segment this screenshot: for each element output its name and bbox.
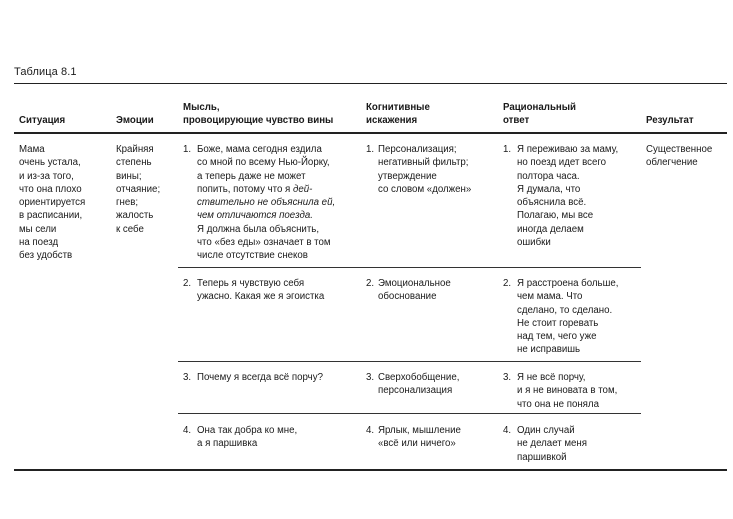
header-emotions: Эмоции (116, 115, 154, 126)
row-divider (178, 267, 641, 268)
header-result: Результат (646, 115, 694, 126)
distortion-cell: Сверхобобщение, персонализация (378, 372, 460, 397)
rational-number: 3. (503, 372, 512, 383)
thought-number: 1. (183, 144, 192, 155)
rational-cell: Я не всё порчу, и я не виновата в том, что она не поняла (517, 372, 618, 410)
rational-number: 1. (503, 144, 512, 155)
bottom-rule (14, 469, 727, 471)
header-rational: Рациональный ответ (503, 102, 576, 126)
row-divider (178, 361, 641, 362)
distortion-number: 2. (366, 278, 375, 289)
thought-text: Боже, мама сегодня ездила со мной по всему Нью-Йорку, а теперь даже не может попить, потому что я (197, 144, 330, 195)
thought-cell: Она так добра ко мне, а я паршивка (197, 425, 298, 450)
thought-text-continued: Я должна была объяснить, что «без еды» означает в том числе отсутствие снеков (197, 223, 331, 262)
rational-cell: Я расстроена больше, чем мама. Что сделано, то сделано. Не стоит горевать над тем, чего уже не исправишь (517, 278, 619, 356)
thought-cell (197, 143, 335, 263)
thought-cell: Почему я всегда всё порчу? (197, 372, 323, 383)
distortion-number: 4. (366, 425, 375, 436)
table-caption: Таблица 8.1 (14, 66, 77, 78)
thought-number: 3. (183, 372, 192, 383)
emotions-cell: Крайняя степень вины; отчаяние; гнев; жалость к себе (116, 144, 161, 235)
distortion-cell: Персонализация; негативный фильтр; утверждение со словом «должен» (378, 144, 472, 195)
result-cell: Существенное облегчение (646, 144, 713, 169)
thought-number: 2. (183, 278, 192, 289)
rational-number: 2. (503, 278, 512, 289)
rational-number: 4. (503, 425, 512, 436)
situation-cell: Мама очень устала, и из-за того, что она плохо ориентируется в расписании, мы сели на поезд без удобств (19, 144, 86, 262)
distortion-cell: Ярлык, мышление «всё или ничего» (378, 425, 461, 450)
header-situation: Ситуация (19, 115, 66, 126)
header-thought: Мысль, провоцирующие чувство вины (183, 102, 334, 126)
header-rule (14, 132, 727, 134)
top-rule (14, 83, 727, 84)
distortion-cell: Эмоциональное обоснование (378, 278, 451, 303)
row-divider (178, 413, 641, 414)
distortion-number: 3. (366, 372, 375, 383)
rational-cell: Я переживаю за маму, но поезд идет всего полтора часа. Я думала, что объяснила всё. Полагаю, мы все иногда делаем ошибки (517, 144, 619, 249)
rational-cell: Один случай не делает меня паршивкой (517, 425, 588, 463)
header-distortions: Когнитивные искажения (366, 102, 430, 126)
thought-number: 4. (183, 425, 192, 436)
thought-italic-text: дей- ствительно не объяснила ей, чем отличаются поезда. (197, 183, 336, 222)
thought-cell: Теперь я чувствую себя ужасно. Какая же я эгоистка (197, 278, 325, 303)
distortion-number: 1. (366, 144, 375, 155)
